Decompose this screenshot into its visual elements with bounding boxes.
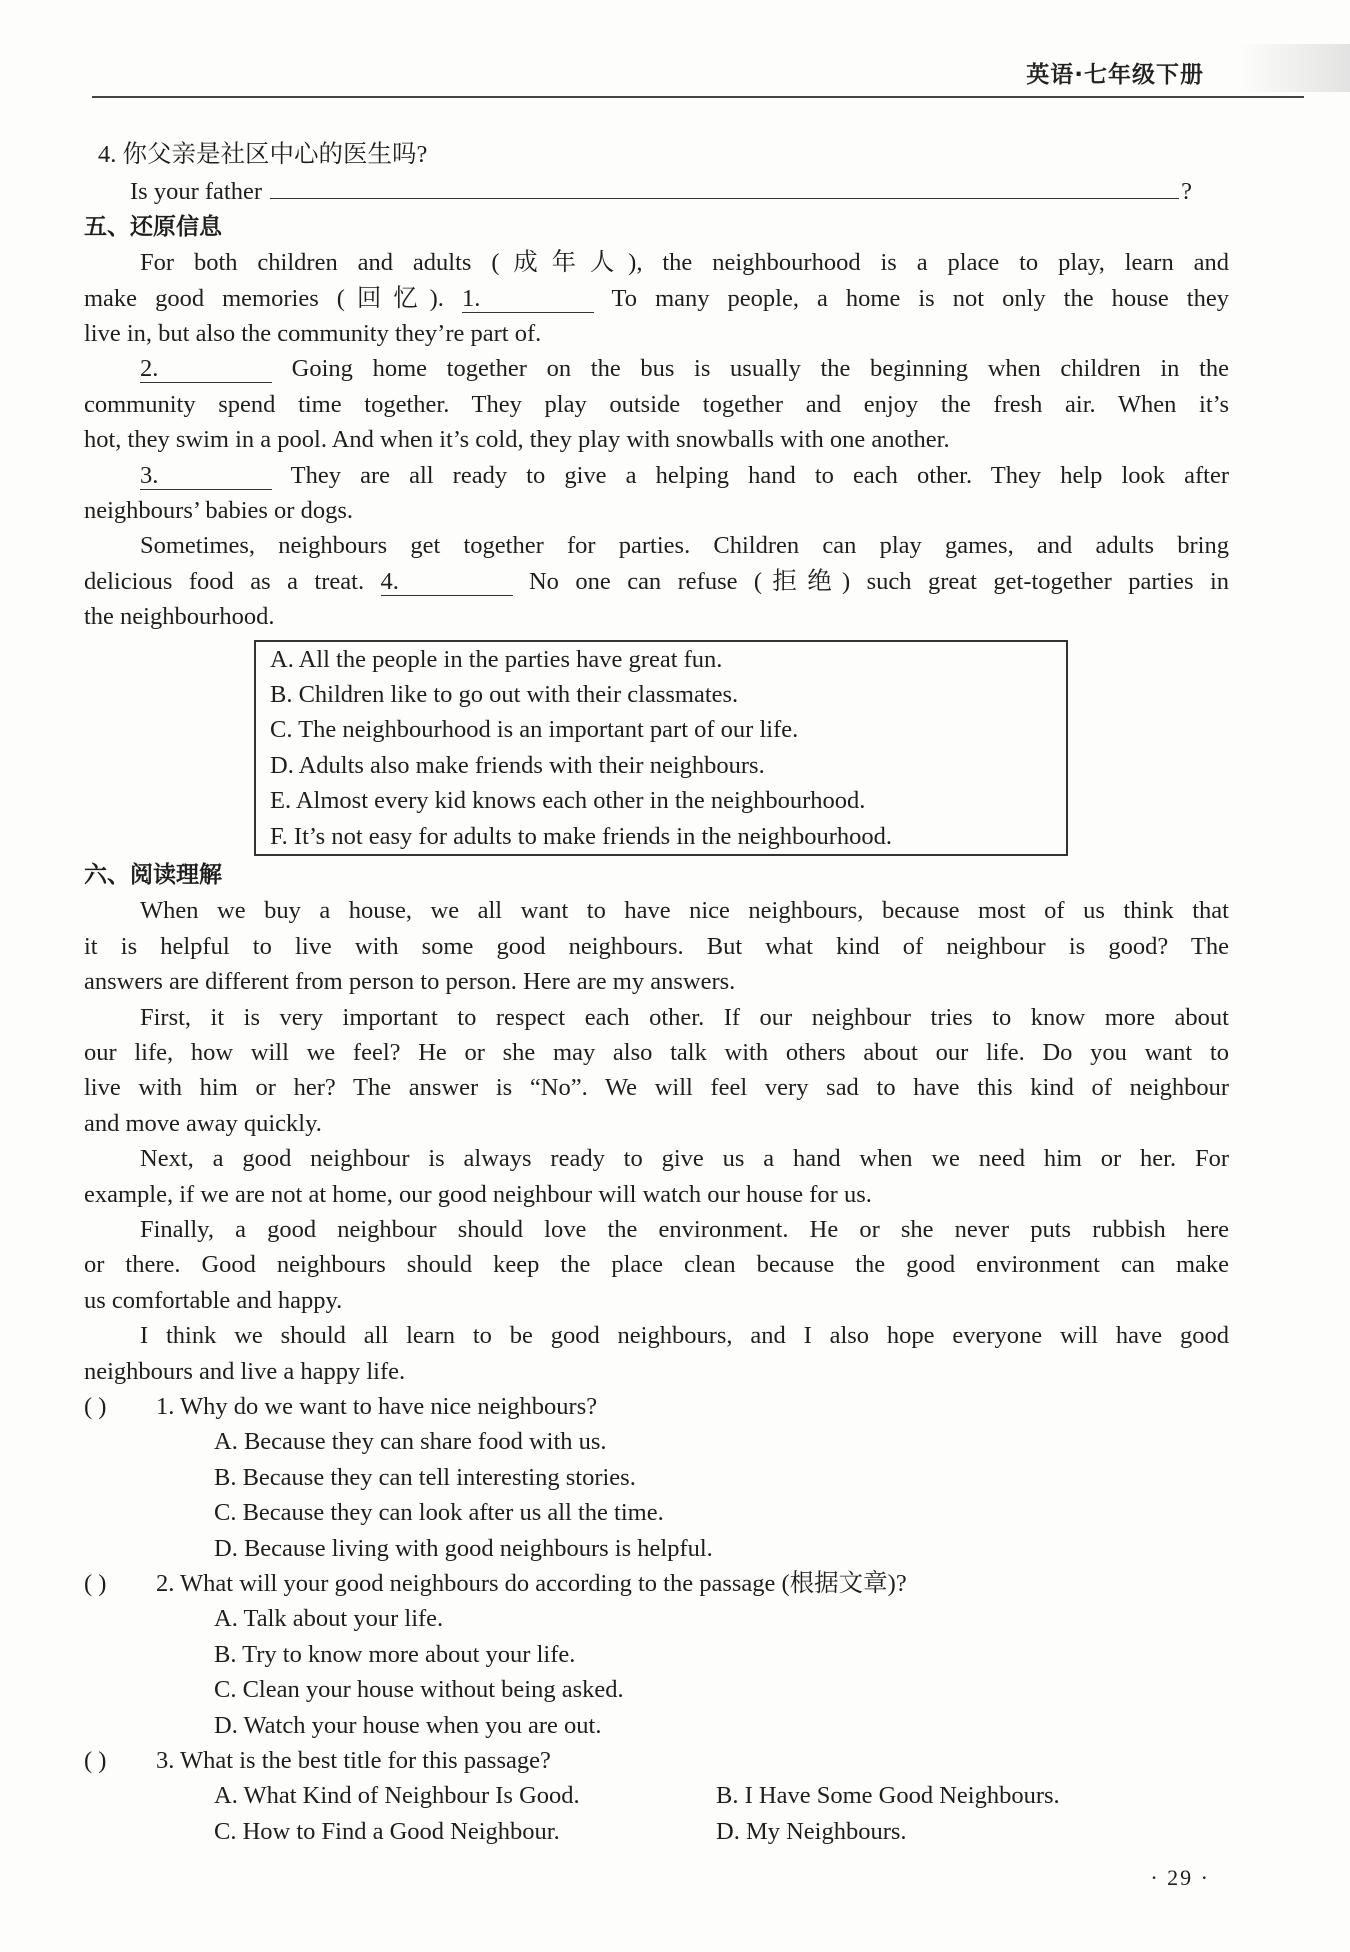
s5-p4-line3: the neighbourhood.	[84, 603, 275, 631]
passage-line: answers are different from person to person. Here are my answers.	[84, 968, 736, 996]
s5-p3-line1-text: They are all ready to give a helping hand to each other. They help look after	[290, 461, 1229, 489]
header-rule	[92, 96, 1304, 98]
q1-choice-b: B. Because they can tell interesting stories.	[214, 1463, 636, 1491]
answer-paren-2[interactable]: ( )	[84, 1570, 107, 1597]
question-1-text: 1. Why do we want to have nice neighbours?	[156, 1392, 598, 1420]
q2-choice-a: A. Talk about your life.	[214, 1605, 444, 1633]
option-a: A. All the people in the parties have great fun.	[270, 645, 723, 673]
section6-heading: 六、阅读理解	[84, 862, 222, 889]
passage-line: and move away quickly.	[84, 1109, 322, 1137]
s5-p1-line2-a: make good memories (回忆).	[84, 284, 444, 312]
q3-choices-row2	[84, 1814, 1229, 1849]
option-b: B. Children like to go out with their classmates.	[270, 680, 739, 708]
question-2	[84, 1566, 1229, 1601]
passage-line: us comfortable and happy.	[84, 1286, 343, 1314]
translation-q4-start: Is your father	[130, 178, 262, 206]
q3-choices-row1	[84, 1778, 1229, 1813]
translation-q4-end: ?	[1181, 178, 1192, 206]
s5-p2-line1	[84, 351, 1229, 386]
option-c: C. The neighbourhood is an important part of our life.	[270, 716, 799, 744]
passage-line: Next, a good neighbour is always ready to give us a hand when we need him or her. For	[140, 1145, 1229, 1173]
s5-p1-line2-b: To many people, a home is not only the house they	[611, 284, 1229, 312]
options-box	[254, 640, 1068, 856]
s5-p4-line1: Sometimes, neighbours get together for parties. Children can play games, and adults bring	[140, 532, 1229, 560]
passage-line: neighbours and live a happy life.	[84, 1357, 406, 1385]
option-e: E. Almost every kid knows each other in the neighbourhood.	[270, 787, 866, 815]
option-d: D. Adults also make friends with their neighbours.	[270, 751, 765, 779]
reading-passage	[84, 893, 1229, 1389]
s5-p2-line2: community spend time together. They play outside together and enjoy the fresh air. When it’s	[84, 390, 1229, 418]
translation-q4-answer-blank[interactable]	[270, 172, 1179, 199]
answer-blank-3[interactable]: 3.	[140, 463, 272, 490]
answer-blank-1[interactable]: 1.	[462, 286, 594, 313]
q1-choice-a: A. Because they can share food with us.	[214, 1428, 607, 1456]
question-3-text: 3. What is the best title for this passage?	[156, 1747, 551, 1775]
s5-p2-line3: hot, they swim in a pool. And when it’s cold, they play with snowballs with one another.	[84, 426, 950, 454]
q3-choice-d: D. My Neighbours.	[716, 1817, 907, 1845]
q2-choice-d: D. Watch your house when you are out.	[214, 1711, 602, 1739]
answer-paren-1[interactable]: ( )	[84, 1392, 107, 1420]
page-content	[84, 137, 1229, 1849]
q3-choice-b: B. I Have Some Good Neighbours.	[716, 1782, 1060, 1810]
q3-choice-c: C. How to Find a Good Neighbour.	[214, 1817, 560, 1845]
answer-paren-3[interactable]: ( )	[84, 1747, 107, 1775]
passage-line: our life, how will we feel? He or she may also talk with others about our life. Do you want to	[84, 1039, 1229, 1066]
section5-heading: 五、还原信息	[84, 213, 222, 240]
s5-p1-line3: live in, but also the community they’re part of.	[84, 320, 542, 347]
passage-line: or there. Good neighbours should keep the place clean because the good environment can make	[84, 1251, 1229, 1279]
s5-p3-line1	[84, 458, 1229, 493]
answer-blank-4[interactable]: 4.	[381, 569, 513, 596]
s5-p1-line1: For both children and adults (成年人), the neighbourhood is a place to play, learn and	[140, 249, 1229, 277]
s5-p3-line2: neighbours’ babies or dogs.	[84, 496, 353, 524]
translation-q4-line	[84, 172, 1229, 209]
passage-line: When we buy a house, we all want to have nice neighbours, because most of us think that	[140, 897, 1229, 925]
question-2-text: 2. What will your good neighbours do according to the passage (根据文章)?	[156, 1570, 907, 1597]
passage-line: example, if we are not at home, our good neighbour will watch our house for us.	[84, 1180, 872, 1208]
q2-choice-b: B. Try to know more about your life.	[214, 1640, 576, 1668]
header-shade	[1240, 44, 1350, 92]
option-f: F. It’s not easy for adults to make friends in the neighbourhood.	[270, 822, 892, 850]
page-number: · 29 ·	[1150, 1865, 1210, 1890]
q1-choice-d: D. Because living with good neighbours is helpful.	[214, 1534, 713, 1562]
s5-p4-line2	[84, 564, 1229, 599]
passage-line: First, it is very important to respect each other. If our neighbour tries to know more about	[140, 1003, 1229, 1031]
passage-line: Finally, a good neighbour should love the environment. He or she never puts rubbish here	[140, 1215, 1229, 1243]
translation-q4-prompt: 4. 你父亲是社区中心的医生吗?	[98, 141, 428, 168]
passage-line: I think we should all learn to be good neighbours, and I also hope everyone will have good	[140, 1322, 1229, 1350]
answer-blank-2[interactable]: 2.	[140, 356, 272, 383]
question-3	[84, 1743, 1229, 1778]
passage-line: it is helpful to live with some good neighbours. But what kind of neighbour is good? The	[84, 932, 1229, 960]
question-1	[84, 1389, 1229, 1424]
s5-p1-line2	[84, 281, 1229, 316]
q1-choice-c: C. Because they can look after us all the time.	[214, 1499, 664, 1527]
passage-line: live with him or her? The answer is “No”. We will feel very sad to have this kind of neighbour	[84, 1074, 1229, 1102]
s5-p4-line2-a: delicious food as a treat.	[84, 567, 365, 595]
s5-p2-line1-text: Going home together on the bus is usually the beginning when children in the	[291, 355, 1229, 383]
page-header-title: 英语·七年级下册	[1026, 62, 1204, 88]
q2-choice-c: C. Clean your house without being asked.	[214, 1676, 624, 1704]
s5-p4-line2-b: No one can refuse (拒绝) such great get-together parties in	[528, 567, 1229, 595]
q3-choice-a: A. What Kind of Neighbour Is Good.	[214, 1782, 580, 1810]
